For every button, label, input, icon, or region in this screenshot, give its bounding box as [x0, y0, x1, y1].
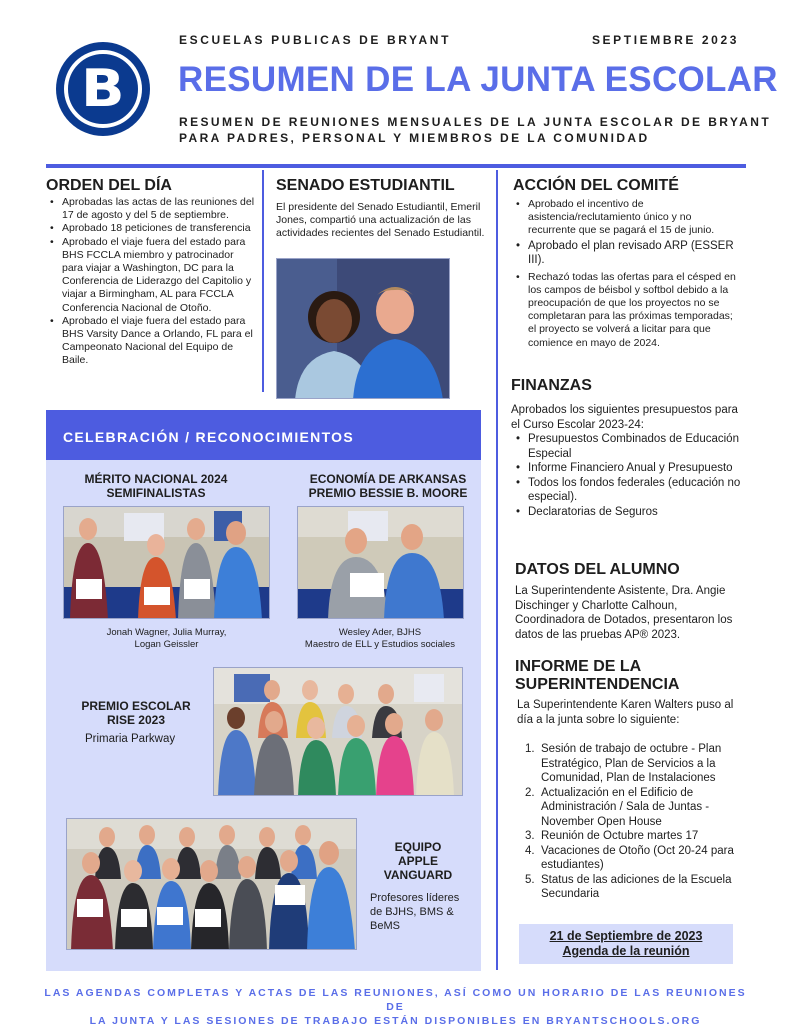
- title-line: ECONOMÍA DE ARKANSAS: [309, 472, 467, 486]
- list-item: • Aprobado el viaje fuera del estado para BHS FCCLA miembro y patrocinador para viajar a Washington, DC para la Conferencia de Liderazgo del Capitolio y viajar a Birmingham, AL para FCCLA Conferencia Nacional de Otoño.: [48, 236, 256, 315]
- district-logo: [56, 42, 150, 136]
- list-item: • Aprobadas las actas de las reuniones del 17 de agosto y del 5 de septiembre.: [48, 196, 256, 222]
- list-text: Status de las adiciones de la Escuela Secundaria: [541, 873, 732, 900]
- district-name: ESCUELAS PUBLICAS DE BRYANT: [179, 33, 452, 47]
- list-item: • Presupuestos Combinados de Educación Especial: [514, 432, 750, 461]
- merito-title: [60, 472, 252, 500]
- datos-text: La Superintendente Asistente, Dra. Angie Dischinger y Charlotte Calhoun, Coordinadora de Dotados, presentaron los datos de las pruebas AP® 2023.: [515, 585, 733, 641]
- economia-photo: [297, 506, 464, 619]
- comite-list: [514, 198, 742, 350]
- list-item: • Rechazó todas las ofertas para el césped en los campos de béisbol y softbol debido a la preocupación de que los proyectos no se completaran para las próximas temporadas; el proyecto se volverá a licitar para que comience en mayo de 2024.: [514, 271, 742, 350]
- header-divider: [46, 164, 746, 168]
- celebration-heading: CELEBRACIÓN / RECONOCIMIENTOS: [46, 410, 481, 460]
- subtitle-line: RESUMEN DE REUNIONES MENSUALES DE LA JUNTA ESCOLAR DE BRYANT: [179, 115, 772, 129]
- list-number: 1.: [525, 743, 535, 755]
- footer-line: LA JUNTA Y LAS SESIONES DE TRABAJO ESTÁN DISPONIBLES EN BRYANTSCHOOLS.ORG: [89, 1015, 702, 1024]
- list-number: 3.: [525, 830, 535, 842]
- list-item: • Aprobado 18 peticiones de transferencia: [48, 222, 256, 235]
- senado-photo: [276, 258, 450, 399]
- heading-line: INFORME DE LA: [515, 658, 642, 675]
- title-line: MÉRITO NACIONAL 2024: [84, 472, 228, 486]
- caption-line: Wesley Ader, BJHS: [338, 627, 422, 638]
- section-heading-senado: SENADO ESTUDIANTIL: [276, 177, 455, 194]
- informe-intro: La Superintendente Karen Walters puso al día a la junta sobre lo siguiente:: [517, 699, 734, 726]
- agenda-label[interactable]: Agenda de la reunión: [562, 944, 690, 958]
- page-title: RESUMEN DE LA JUNTA ESCOLAR: [178, 60, 778, 99]
- list-text: Vacaciones de Otoño (Oct 20-24 para estudiantes): [541, 844, 734, 871]
- list-text: Sesión de trabajo de octubre - Plan Estratégico, Plan de Servicios a la Comunidad, Plan de Instalaciones: [541, 743, 722, 784]
- title-line: VANGUARD: [383, 868, 453, 882]
- section-heading-comite: ACCIÓN DEL COMITÉ: [513, 177, 679, 194]
- merito-caption: [63, 627, 270, 651]
- list-item: • Aprobado el plan revisado ARP (ESSER III).: [514, 239, 742, 268]
- rise-subtitle: Primaria Parkway: [85, 733, 176, 745]
- subtitle-line: Profesores líderes: [370, 892, 460, 904]
- list-item: [525, 844, 747, 873]
- agenda-link[interactable]: [519, 924, 733, 964]
- list-item: [525, 742, 747, 786]
- rise-photo: [213, 667, 463, 796]
- list-item: • Aprobado el viaje fuera del estado para BHS Varsity Dance a Orlando, FL para el Campeonato Nacional del Equipo de Baile.: [48, 315, 256, 368]
- title-line: PREMIO ESCOLAR: [81, 699, 191, 713]
- footer-line: LAS AGENDAS COMPLETAS Y ACTAS DE LAS REUNIONES, ASÍ COMO UN HORARIO DE LAS REUNIONES DE: [44, 987, 747, 1013]
- orden-list: [48, 196, 256, 368]
- list-text: Actualización en el Edificio de Administración / Sala de Juntas - November Open House: [541, 786, 710, 828]
- column-divider: [496, 170, 498, 970]
- section-heading-orden: ORDEN DEL DÍA: [46, 177, 172, 194]
- list-item: [525, 786, 747, 830]
- section-heading-finanzas: FINANZAS: [511, 377, 592, 394]
- list-item: • Informe Financiero Anual y Presupuesto: [514, 461, 750, 476]
- agenda-date[interactable]: 21 de Septiembre de 2023: [549, 929, 703, 943]
- economia-caption: [290, 627, 470, 651]
- list-number: 4.: [525, 844, 535, 857]
- subtitle-line: BeMS: [370, 920, 400, 932]
- section-heading-informe: [515, 658, 679, 694]
- finanzas-list: [514, 432, 750, 519]
- title-line: RISE 2023: [106, 713, 166, 727]
- subtitle-line: de BJHS, BMS &: [370, 906, 454, 918]
- subtitle-line: PARA PADRES, PERSONAL Y MIEMBROS DE LA COMUNIDAD: [179, 131, 650, 145]
- list-item: [525, 873, 747, 902]
- apple-subtitle: [370, 891, 459, 933]
- economia-title: [292, 472, 484, 500]
- list-item: • Declaratorias de Seguros: [514, 505, 750, 520]
- logo-letter: B: [81, 59, 125, 119]
- title-line: APPLE: [397, 854, 438, 868]
- finanzas-intro: Aprobados los siguientes presupuestos para el Curso Escolar 2023-24:: [511, 404, 738, 431]
- caption-line: Jonah Wagner, Julia Murray,: [106, 627, 227, 638]
- title-line: EQUIPO: [394, 840, 442, 854]
- footer-note: [40, 986, 751, 1024]
- section-heading-datos: DATOS DEL ALUMNO: [515, 561, 680, 578]
- apple-photo: [66, 818, 357, 950]
- rise-title: [62, 699, 210, 727]
- caption-line: Logan Geissler: [134, 639, 199, 650]
- list-item: • Todos los fondos federales (educación no especial).: [514, 476, 750, 505]
- issue-date: SEPTIEMBRE 2023: [591, 33, 739, 47]
- caption-line: Maestro de ELL y Estudios sociales: [304, 639, 456, 650]
- informe-list: [525, 742, 747, 902]
- merito-photo: [63, 506, 270, 619]
- title-line: SEMIFINALISTAS: [106, 486, 206, 500]
- title-line: PREMIO BESSIE B. MOORE: [308, 486, 468, 500]
- list-number: 5.: [525, 873, 535, 886]
- page-subtitle: [179, 114, 771, 146]
- list-number: 2.: [525, 786, 535, 799]
- list-text: Reunión de Octubre martes 17: [541, 830, 699, 842]
- senado-text: El presidente del Senado Estudiantil, Emeril Jones, compartió una actualización de las actividades recientes del Senado Estudiantil.: [276, 201, 485, 240]
- heading-line: SUPERINTENDENCIA: [515, 676, 680, 693]
- column-divider: [262, 170, 264, 392]
- apple-title: [372, 840, 464, 882]
- list-item: [525, 829, 747, 844]
- list-item: • Aprobado el incentivo de asistencia/reclutamiento único y no recurrente que se pagará el 15 de junio.: [514, 198, 742, 238]
